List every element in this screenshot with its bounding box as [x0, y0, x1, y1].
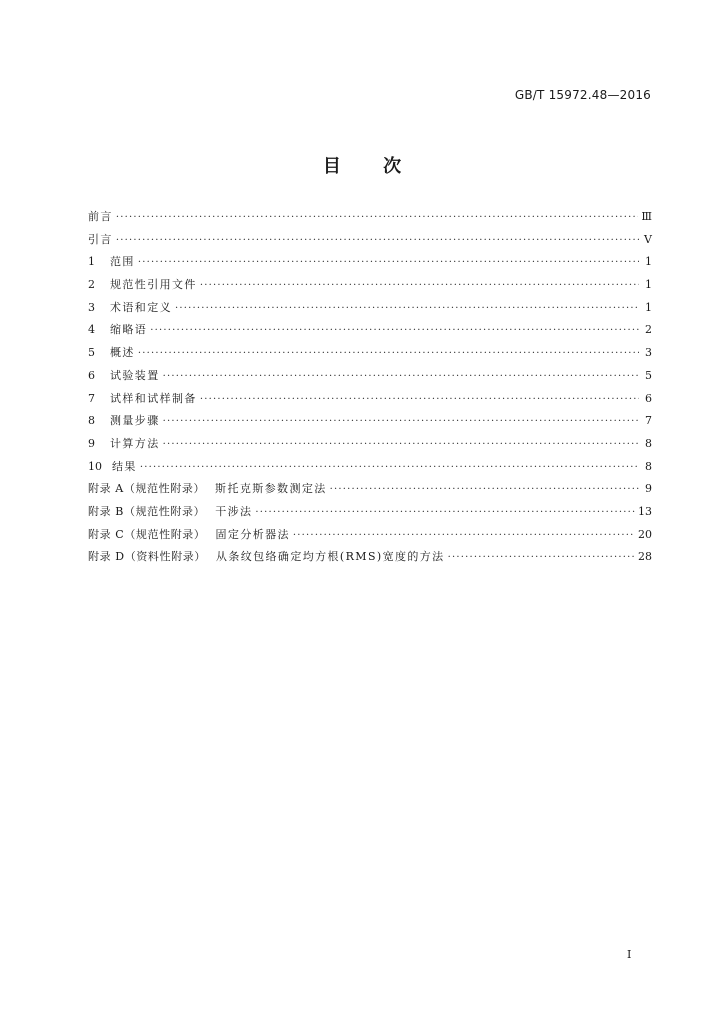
toc-leader-dots [116, 235, 639, 246]
toc-entry-number: 9 [88, 436, 95, 450]
toc-entry-page: 8 [645, 459, 652, 473]
toc-entry-label: 试验装置 [110, 368, 160, 382]
annex-prefix: 附录 C（规范性附录） [88, 527, 206, 541]
toc-entry-number: 7 [88, 391, 95, 405]
toc-entry-terms-definitions[interactable] [88, 299, 652, 322]
toc-entry-page: 6 [645, 391, 652, 405]
toc-entry-label: 引言 [88, 232, 113, 246]
toc-leader-dots [163, 439, 639, 450]
toc-leader-dots [200, 394, 639, 405]
toc-entry-page: 7 [645, 414, 652, 428]
toc-entry-page: 9 [645, 482, 652, 496]
toc-entry-number: 1 [88, 255, 95, 269]
toc-entry-calculation[interactable] [88, 435, 652, 458]
toc-leader-dots [293, 530, 635, 541]
toc-entry-number: 6 [88, 368, 95, 382]
toc-entry-page: 1 [645, 300, 652, 314]
toc-entry-page: 5 [645, 368, 652, 382]
toc-entry-page: Ⅲ [641, 210, 652, 223]
toc-leader-dots [116, 212, 639, 223]
toc-entry-label: 从条纹包络确定均方根(RMS)宽度的方法 [215, 550, 445, 564]
toc-entry-number: 5 [88, 346, 95, 360]
toc-entry-page: 1 [645, 255, 652, 269]
toc-entry-label: 范围 [110, 255, 135, 269]
page-number: Ⅰ [627, 948, 632, 961]
toc-entry-foreword[interactable] [88, 208, 652, 231]
toc-entry-specimen-preparation[interactable] [88, 390, 652, 413]
toc-leader-dots [138, 348, 639, 359]
toc-entry-introduction[interactable] [88, 231, 652, 254]
toc-entry-label: 测量步骤 [110, 414, 160, 428]
toc-entry-page: 3 [645, 346, 652, 360]
annex-prefix: 附录 B（规范性附录） [88, 504, 206, 518]
toc-entry-number: 10 [88, 459, 102, 473]
toc-entry-apparatus[interactable] [88, 367, 652, 390]
toc-entry-number: 2 [88, 278, 95, 292]
toc-leader-dots [138, 257, 639, 268]
toc-entry-annex-d[interactable] [88, 548, 652, 571]
toc-entry-page: 20 [638, 527, 652, 541]
toc-entry-page: Ⅴ [644, 232, 652, 246]
toc-entry-number: 8 [88, 414, 95, 428]
toc-entry-page: 28 [638, 550, 652, 564]
toc-leader-dots [330, 484, 639, 495]
toc-entry-label: 术语和定义 [110, 300, 172, 314]
toc-entry-label: 干涉法 [215, 504, 253, 518]
toc-entry-number: 3 [88, 300, 95, 314]
toc-leader-dots [140, 462, 639, 473]
toc-leader-dots [448, 552, 635, 563]
toc-leader-dots [200, 280, 639, 291]
toc-entry-overview[interactable] [88, 344, 652, 367]
toc-entry-label: 固定分析器法 [215, 527, 290, 541]
toc-entry-scope[interactable] [88, 253, 652, 276]
toc-entry-page: 1 [645, 278, 652, 292]
toc-leader-dots [163, 416, 639, 427]
table-of-contents [88, 208, 652, 571]
toc-entry-procedure[interactable] [88, 412, 652, 435]
toc-entry-label: 斯托克斯参数测定法 [215, 482, 327, 496]
toc-leader-dots [255, 507, 635, 518]
toc-entry-label: 前言 [88, 210, 113, 223]
page-title: 目 次 [322, 156, 402, 177]
toc-entry-label: 计算方法 [110, 436, 160, 450]
toc-entry-normative-references[interactable] [88, 276, 652, 299]
toc-leader-dots [150, 325, 639, 336]
toc-entry-number: 4 [88, 323, 95, 337]
annex-prefix: 附录 D（资料性附录） [88, 550, 206, 564]
toc-leader-dots [163, 371, 639, 382]
toc-entry-annex-a[interactable] [88, 480, 652, 503]
toc-entry-page: 8 [645, 436, 652, 450]
toc-entry-page: 13 [638, 504, 652, 518]
toc-entry-label: 规范性引用文件 [110, 278, 197, 292]
annex-prefix: 附录 A（规范性附录） [88, 482, 206, 496]
toc-entry-label: 结果 [112, 459, 137, 473]
toc-entry-abbreviations[interactable] [88, 321, 652, 344]
toc-leader-dots [175, 303, 639, 314]
toc-entry-label: 缩略语 [110, 323, 148, 337]
toc-entry-page: 2 [645, 323, 652, 337]
standard-number: GB/T 15972.48—2016 [514, 88, 651, 102]
toc-entry-annex-b[interactable] [88, 503, 652, 526]
toc-entry-label: 试样和试样制备 [110, 391, 197, 405]
toc-entry-results[interactable] [88, 458, 652, 481]
toc-entry-annex-c[interactable] [88, 526, 652, 549]
toc-entry-label: 概述 [110, 346, 135, 360]
